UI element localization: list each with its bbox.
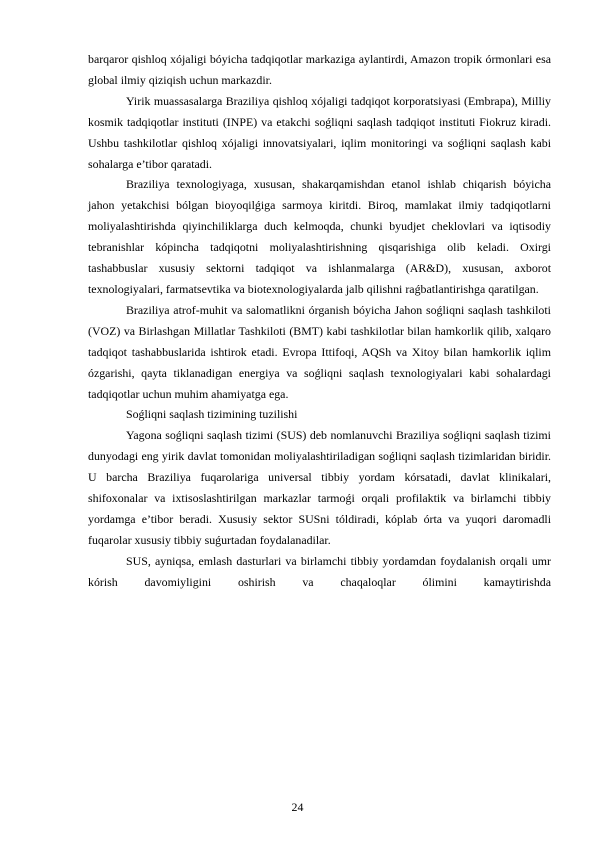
paragraph-2: Yirik muassasalarga Braziliya qishloq xójaligi tadqiqot korporatsiyasi (Embrapa), Milliy kosmik tadqiqotlar instituti (INPE) va etakchi soǵliqni saqlash tadqiqot instituti Fiokruz kiradi. Ushbu tashkilotlar qishloq xójaligi innovatsiyalari, iqlim monitoringi va soǵliqni saqlash kabi sohalarga e’tibor qaratadi. (88, 93, 551, 171)
paragraph-5: Yagona soǵliqni saqlash tizimi (SUS) deb nomlanuvchi Braziliya soǵliqni saqlash tizimi dunyodagi eng yirik davlat tomonidan moliyalashtiriladigan soǵliqni saqlash tizimlaridan biridir. U barcha Braziliya fuqarolariga universal tibbiy yordam kórsatadi, davlat klinikalari, shifoxonalar va ixtisoslashtirilgan markazlar tarmoǵi orqali profilaktik va birlamchi tibbiy yordamga e’tibor beradi. Xususiy sektor SUSni tóldiradi, kóplab órta va yuqori daromadli fuqarolar xususiy tibbiy suǵurtadan foydalanadilar. (88, 428, 551, 547)
page-number: 24 (291, 800, 304, 814)
paragraph-3: Braziliya texnologiyaga, xususan, shakarqamishdan etanol ishlab chiqarish bóyicha jahon yetakchisi bólgan bioyoqilǵiga sarmoya kiritdi. Biroq, mamlakat ilmiy tadqiqotlarni moliyalashtirishda qiyinchiliklarga duch kelmoqda, chunki byudjet cheklovlari va iqtisodiy tebranishlar kópincha tadqiqotni moliyalashtirishning qisqarishiga olib keladi. Oxirgi tashabbuslar xususiy sektorni tadqiqot va ishlanmalarga (AR&D), xususan, axborot texnologiyalari, farmatsevtika va biotexnologiyalarda jalb qilishni raǵbatlantirishga qaratilgan. (88, 177, 551, 296)
section-heading: Soǵliqni saqlash tizimining tuzilishi (126, 407, 298, 422)
paragraph-6: SUS, ayniqsa, emlash dasturlari va birlamchi tibbiy yordamdan foydalanish orqali umr kórish davomiyligini oshirish va chaqaloqlar ólimini kamaytirishda (88, 553, 551, 589)
paragraph-4: Braziliya atrof-muhit va salomatlikni órganish bóyicha Jahon soǵliqni saqlash tashkiloti (VOZ) va Birlashgan Millatlar Tashkiloti (BMT) kabi tashkilotlar bilan hamkorlik qilib, xalqaro tadqiqot tashabbuslarida ishtirok etadi. Evropa Ittifoqi, AQSh va Xitoy bilan hamkorlik iqlim ózgarishi, qayta tiklanadigan energiya va soǵliqni saqlash texnologiyalari kabi sohalardagi tadqiqotlar uchun muhim ahamiyatga ega. (88, 302, 551, 401)
document-page (88, 49, 551, 593)
paragraph-1: barqaror qishloq xójaligi bóyicha tadqiqotlar markaziga aylantirdi, Amazon tropik órmonlari esa global ilmiy qiziqish uchun markazdir. (88, 52, 551, 87)
